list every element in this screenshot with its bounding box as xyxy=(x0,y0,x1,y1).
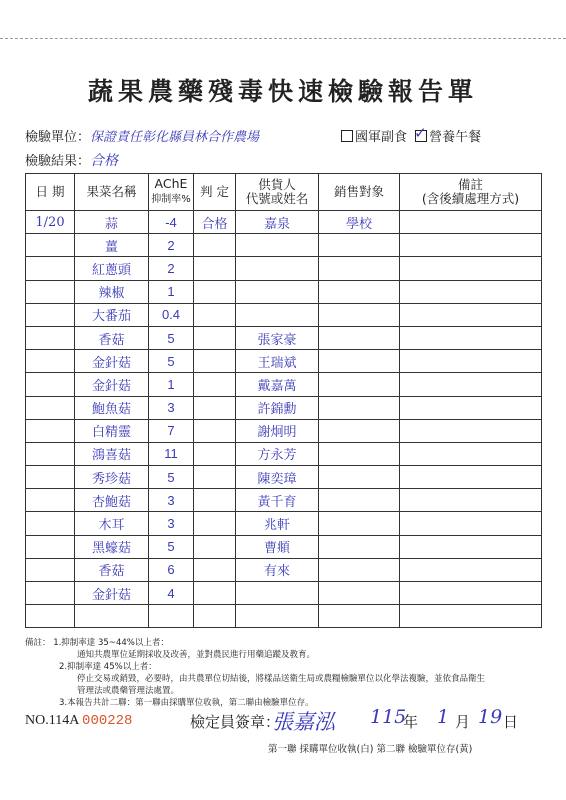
table-body xyxy=(26,211,542,628)
cell-remark xyxy=(400,419,542,442)
table-row xyxy=(26,582,542,605)
cell-date xyxy=(26,303,75,326)
cell-rate: 7 xyxy=(149,419,194,442)
cell-supplier xyxy=(236,234,319,257)
cell-target xyxy=(319,419,400,442)
cell-judge xyxy=(194,512,236,535)
cell-remark xyxy=(400,442,542,465)
cell-supplier: 謝炯明 xyxy=(236,419,319,442)
cell-remark xyxy=(400,489,542,512)
cell-judge xyxy=(194,234,236,257)
note-line: 停止交易或銷毀，必要時，由共農單位切結後，將樣品送衛生局或農糧檢驗單位以化學法複驗，並依食品衛生 xyxy=(77,674,486,684)
note-line: 備註： 1.抑制率達 35~44%以上者： xyxy=(25,638,169,648)
cell-judge xyxy=(194,535,236,558)
cell-name: 黑蠔菇 xyxy=(75,535,149,558)
cell-rate: 6 xyxy=(149,558,194,581)
unit-label: 檢驗單位： xyxy=(25,130,91,145)
cell-supplier: 有來 xyxy=(236,558,319,581)
cell-rate: 2 xyxy=(149,257,194,280)
military-checkbox[interactable] xyxy=(341,130,353,142)
report-no-label: NO.114A xyxy=(25,713,79,728)
table-row xyxy=(26,280,542,303)
cell-judge xyxy=(194,466,236,489)
header-supplier: 供貨人 代號或姓名 xyxy=(236,174,319,211)
cell-date xyxy=(26,582,75,605)
inspection-table xyxy=(25,173,542,628)
cell-date xyxy=(26,558,75,581)
cell-judge xyxy=(194,489,236,512)
header-target: 銷售對象 xyxy=(319,174,400,211)
cell-remark xyxy=(400,326,542,349)
category-options xyxy=(341,126,481,145)
inspector-signature: 張嘉泓 xyxy=(272,710,335,734)
note-line: 2.抑制率達 45%以上者： xyxy=(59,662,157,672)
notes-block xyxy=(25,637,545,709)
cell-judge xyxy=(194,419,236,442)
cell-rate: 5 xyxy=(149,535,194,558)
cell-target xyxy=(319,257,400,280)
unit-line xyxy=(25,126,259,145)
table-row xyxy=(26,512,542,535)
cell-date xyxy=(26,419,75,442)
cell-name: 薑 xyxy=(75,234,149,257)
option-lunch-label: 營養午餐 xyxy=(429,130,482,145)
table-row xyxy=(26,373,542,396)
cell-rate: 2 xyxy=(149,234,194,257)
table-row xyxy=(26,558,542,581)
cell-supplier: 許錦勳 xyxy=(236,396,319,419)
cell-judge xyxy=(194,558,236,581)
cell-remark xyxy=(400,535,542,558)
lunch-checkbox[interactable] xyxy=(414,124,427,142)
cell-rate: 4 xyxy=(149,582,194,605)
note-line: 通知共農單位延期採收及改善，並對農民進行用藥追蹤及教育。 xyxy=(77,650,316,660)
table-header-row xyxy=(26,174,542,211)
cell-name: 大番茄 xyxy=(75,303,149,326)
result-line xyxy=(25,150,118,170)
cell-target xyxy=(319,350,400,373)
cell-judge xyxy=(194,350,236,373)
cell-name: 木耳 xyxy=(75,512,149,535)
cell-name: 金針菇 xyxy=(75,582,149,605)
cell-date xyxy=(26,350,75,373)
cell-judge: 合格 xyxy=(194,211,236,234)
cell-rate: 5 xyxy=(149,350,194,373)
date-day-label: 日 xyxy=(503,713,519,731)
cell-rate: 5 xyxy=(149,466,194,489)
table-row xyxy=(26,257,542,280)
cell-target xyxy=(319,489,400,512)
cell-target xyxy=(319,373,400,396)
header-date: 日 期 xyxy=(26,174,75,211)
cell-remark xyxy=(400,605,542,628)
inspector-label: 檢定員簽章： xyxy=(190,713,281,731)
cell-supplier: 嘉泉 xyxy=(236,211,319,234)
cell-rate: 5 xyxy=(149,326,194,349)
cell-target xyxy=(319,396,400,419)
cell-rate: 1 xyxy=(149,280,194,303)
cell-remark xyxy=(400,303,542,326)
cell-target xyxy=(319,512,400,535)
cell-remark xyxy=(400,211,542,234)
table-row xyxy=(26,396,542,419)
copies-note: 第一聯 採購單位收執(白) 第二聯 檢驗單位存(黃) xyxy=(268,744,473,755)
cell-name xyxy=(75,605,149,628)
cell-date xyxy=(26,257,75,280)
cell-rate: 0.4 xyxy=(149,303,194,326)
cell-remark xyxy=(400,257,542,280)
cell-remark xyxy=(400,558,542,581)
cell-date xyxy=(26,535,75,558)
cell-name: 蒜 xyxy=(75,211,149,234)
cell-rate: 3 xyxy=(149,396,194,419)
cell-target xyxy=(319,582,400,605)
cell-date xyxy=(26,442,75,465)
table-row xyxy=(26,419,542,442)
cell-target xyxy=(319,442,400,465)
cell-judge xyxy=(194,257,236,280)
cell-judge xyxy=(194,326,236,349)
cell-date xyxy=(26,373,75,396)
date-month-label: 月 xyxy=(455,713,471,731)
table-row xyxy=(26,442,542,465)
cell-supplier xyxy=(236,280,319,303)
report-number xyxy=(25,713,132,729)
date-day: 19 xyxy=(478,706,503,728)
check-mark-icon: ✓ xyxy=(414,124,427,142)
header-ache: AChE 抑制率% xyxy=(149,174,194,211)
cell-target xyxy=(319,558,400,581)
unit-value: 保證責任彰化縣員林合作農場 xyxy=(90,130,260,145)
cell-name: 鴻喜菇 xyxy=(75,442,149,465)
cell-rate xyxy=(149,605,194,628)
cell-rate: -4 xyxy=(149,211,194,234)
cell-remark xyxy=(400,582,542,605)
cell-date xyxy=(26,512,75,535)
cell-date xyxy=(26,605,75,628)
table-row xyxy=(26,466,542,489)
cell-remark xyxy=(400,373,542,396)
cell-judge xyxy=(194,442,236,465)
cell-date xyxy=(26,234,75,257)
cell-supplier xyxy=(236,257,319,280)
cell-date xyxy=(26,489,75,512)
cell-target xyxy=(319,605,400,628)
table-row xyxy=(26,605,542,628)
note-line: 3.本報告共計二聯：第一聯由採購單位收執，第二聯由檢驗單位存。 xyxy=(59,698,314,708)
cell-name: 杏鮑菇 xyxy=(75,489,149,512)
cell-target xyxy=(319,535,400,558)
cell-name: 金針菇 xyxy=(75,373,149,396)
cell-date xyxy=(26,466,75,489)
cell-target xyxy=(319,466,400,489)
cell-name: 香菇 xyxy=(75,326,149,349)
table-row xyxy=(26,489,542,512)
page-title: 蔬果農藥殘毒快速檢驗報告單 xyxy=(87,77,478,106)
cell-date xyxy=(26,396,75,419)
cell-supplier: 黃千育 xyxy=(236,489,319,512)
cell-target xyxy=(319,280,400,303)
cell-supplier xyxy=(236,303,319,326)
option-military-label: 國軍副食 xyxy=(355,130,408,145)
header-judge: 判 定 xyxy=(194,174,236,211)
cell-remark xyxy=(400,466,542,489)
result-label: 檢驗結果： xyxy=(25,154,91,169)
cell-supplier: 張家豪 xyxy=(236,326,319,349)
note-line: 管理法或農藥管理法處置。 xyxy=(77,686,180,696)
table-row xyxy=(26,211,542,234)
cell-rate: 3 xyxy=(149,512,194,535)
top-dashed-line xyxy=(0,38,566,39)
cell-name: 秀珍菇 xyxy=(75,466,149,489)
cell-remark xyxy=(400,280,542,303)
date-year: 115 xyxy=(370,706,407,728)
cell-target xyxy=(319,234,400,257)
cell-judge xyxy=(194,396,236,419)
cell-supplier: 王瑞斌 xyxy=(236,350,319,373)
result-value: 合格 xyxy=(90,153,119,169)
cell-supplier xyxy=(236,582,319,605)
cell-rate: 11 xyxy=(149,442,194,465)
cell-judge xyxy=(194,605,236,628)
cell-name: 金針菇 xyxy=(75,350,149,373)
cell-name: 辣椒 xyxy=(75,280,149,303)
cell-remark xyxy=(400,512,542,535)
cell-rate: 3 xyxy=(149,489,194,512)
date-month: 1 xyxy=(437,706,450,728)
cell-remark xyxy=(400,396,542,419)
table-row xyxy=(26,535,542,558)
cell-supplier: 曹頫 xyxy=(236,535,319,558)
cell-remark xyxy=(400,234,542,257)
report-serial: 000228 xyxy=(82,713,133,729)
cell-date xyxy=(26,280,75,303)
table-row xyxy=(26,234,542,257)
cell-rate: 1 xyxy=(149,373,194,396)
cell-name: 香菇 xyxy=(75,558,149,581)
cell-target xyxy=(319,303,400,326)
cell-supplier: 方永芳 xyxy=(236,442,319,465)
cell-target: 學校 xyxy=(319,211,400,234)
cell-name: 白精靈 xyxy=(75,419,149,442)
cell-judge xyxy=(194,373,236,396)
table-row xyxy=(26,303,542,326)
cell-supplier: 戴嘉萬 xyxy=(236,373,319,396)
header-name: 果菜名稱 xyxy=(75,174,149,211)
cell-judge xyxy=(194,582,236,605)
cell-target xyxy=(319,326,400,349)
date-year-label: 年 xyxy=(403,713,419,731)
cell-supplier: 陳奕璋 xyxy=(236,466,319,489)
table-row xyxy=(26,326,542,349)
cell-supplier: 兆軒 xyxy=(236,512,319,535)
cell-remark xyxy=(400,350,542,373)
cell-name: 紅蔥頭 xyxy=(75,257,149,280)
header-remark: 備註 (含後續處理方式) xyxy=(400,174,542,211)
cell-name: 鮑魚菇 xyxy=(75,396,149,419)
cell-date xyxy=(26,326,75,349)
table-row xyxy=(26,350,542,373)
cell-supplier xyxy=(236,605,319,628)
cell-judge xyxy=(194,303,236,326)
cell-judge xyxy=(194,280,236,303)
cell-date: 1/20 xyxy=(26,211,75,234)
